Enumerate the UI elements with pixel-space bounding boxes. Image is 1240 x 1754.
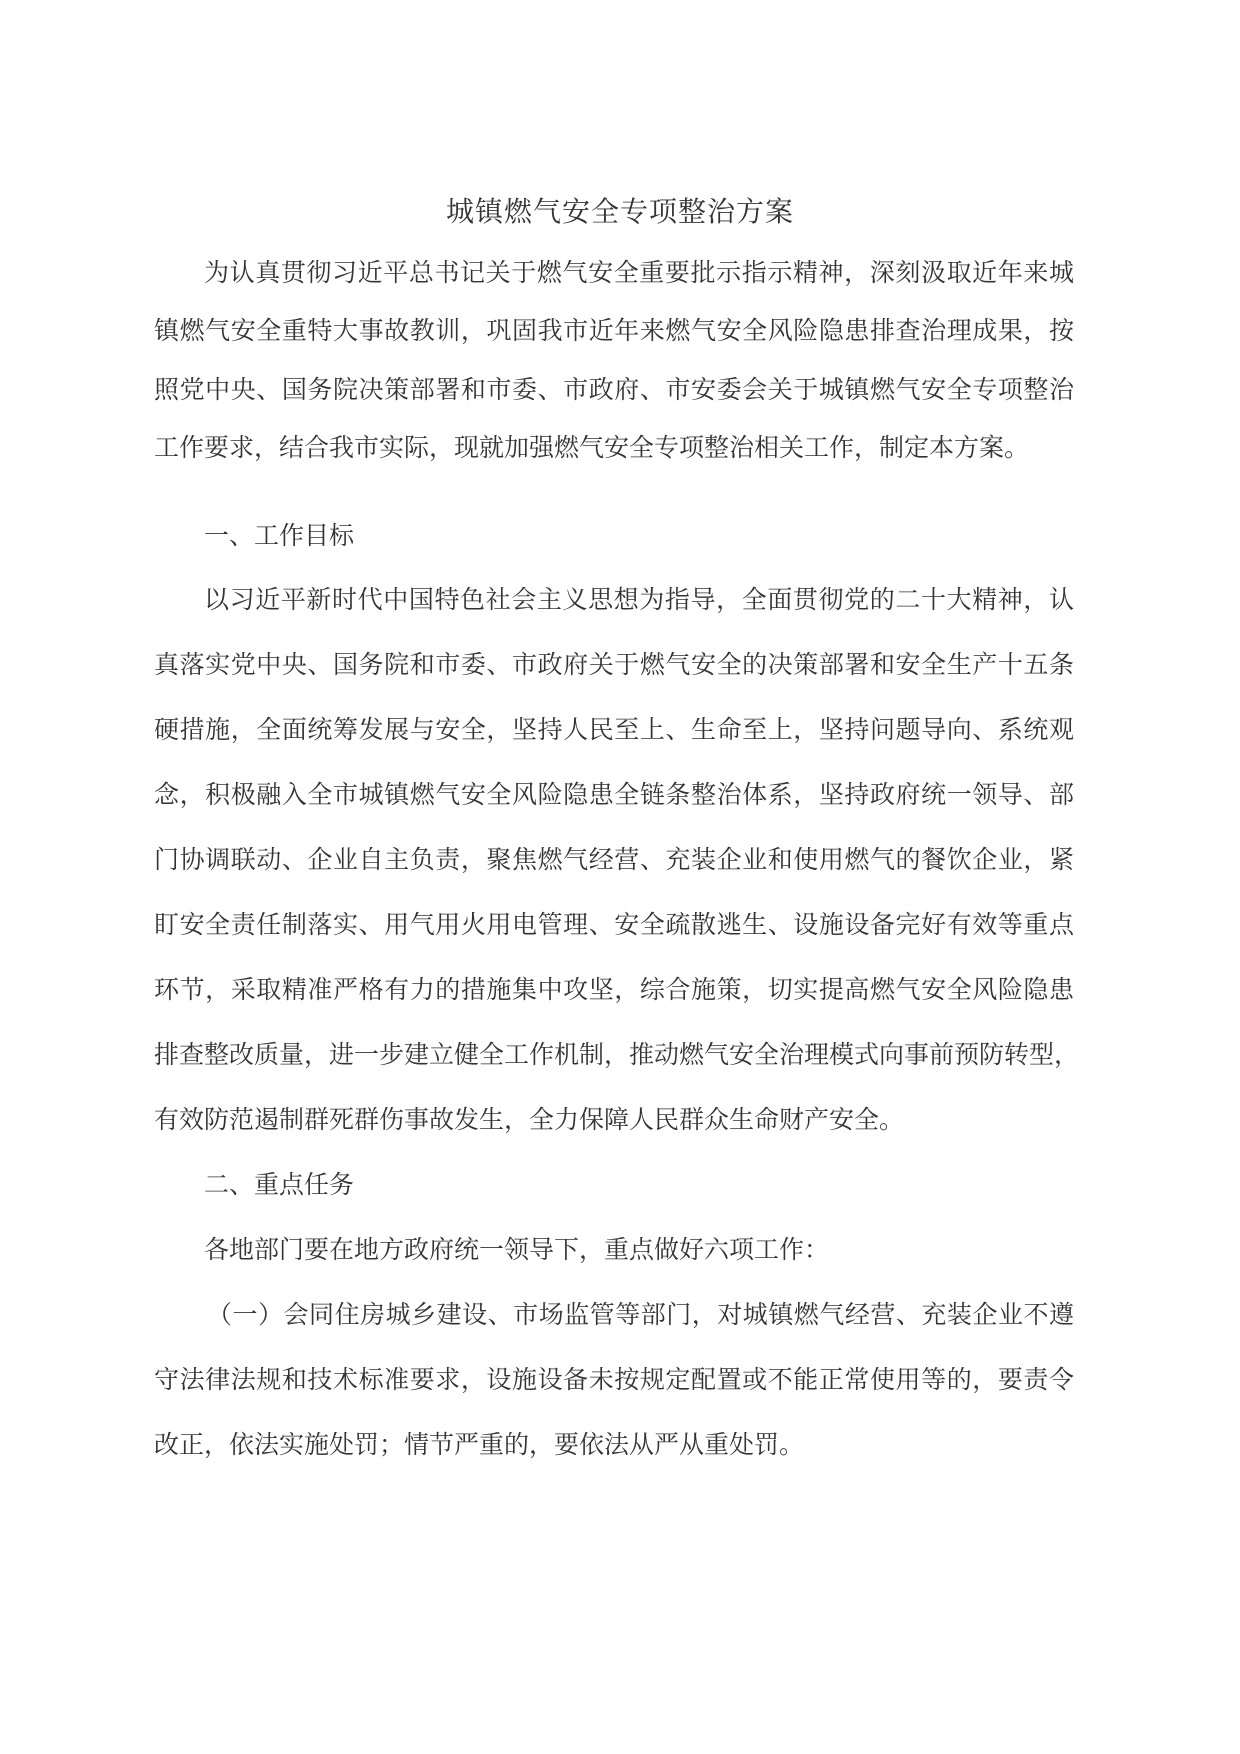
paragraph-line: 各地部门要在地方政府统一领导下，重点做好六项工作： — [204, 1235, 830, 1264]
document-title: 城镇燃气安全专项整治方案 — [445, 195, 794, 228]
paragraph-line: 排查整改质量，进一步建立健全工作机制，推动燃气安全治理模式向事前预防转型， — [154, 1040, 1080, 1069]
paragraph-line: 工作要求，结合我市实际，现就加强燃气安全专项整治相关工作，制定本方案。 — [154, 433, 1030, 462]
paragraph-line: 盯安全责任制落实、用气用火用电管理、安全疏散逃生、设施设备完好有效等重点 — [154, 910, 1074, 939]
paragraph-line: 门协调联动、企业自主负责，聚焦燃气经营、充装企业和使用燃气的餐饮企业，紧 — [154, 845, 1074, 874]
paragraph-line: 改正，依法实施处罚；情节严重的，要依法从严从重处罚。 — [154, 1430, 805, 1459]
paragraph-line: 有效防范遏制群死群伤事故发生，全力保障人民群众生命财产安全。 — [154, 1105, 905, 1134]
paragraph-line: （一）会同住房城乡建设、市场监管等部门，对城镇燃气经营、充装企业不遵 — [207, 1300, 1074, 1329]
paragraph-line: 为认真贯彻习近平总书记关于燃气安全重要批示指示精神，深刻汲取近年来城 — [204, 258, 1074, 287]
paragraph-line: 守法律法规和技术标准要求，设施设备未按规定配置或不能正常使用等的，要责令 — [154, 1365, 1074, 1394]
paragraph-line: 真落实党中央、国务院和市委、市政府关于燃气安全的决策部署和安全生产十五条 — [154, 650, 1074, 679]
paragraph-line: 镇燃气安全重特大事故教训，巩固我市近年来燃气安全风险隐患排查治理成果，按 — [154, 316, 1074, 345]
paragraph-line: 环节，采取精准严格有力的措施集中攻坚，综合施策，切实提高燃气安全风险隐患 — [154, 975, 1074, 1004]
paragraph-line: 以习近平新时代中国特色社会主义思想为指导，全面贯彻党的二十大精神，认 — [204, 585, 1074, 614]
section-heading: 二、重点任务 — [204, 1170, 355, 1199]
paragraph-line: 硬措施，全面统筹发展与安全，坚持人民至上、生命至上，坚持问题导向、系统观 — [154, 715, 1074, 744]
paragraph-line: 念，积极融入全市城镇燃气安全风险隐患全链条整治体系，坚持政府统一领导、部 — [154, 780, 1074, 809]
paragraph-line: 照党中央、国务院决策部署和市委、市政府、市安委会关于城镇燃气安全专项整治 — [154, 375, 1074, 404]
section-heading: 一、工作目标 — [204, 521, 355, 550]
